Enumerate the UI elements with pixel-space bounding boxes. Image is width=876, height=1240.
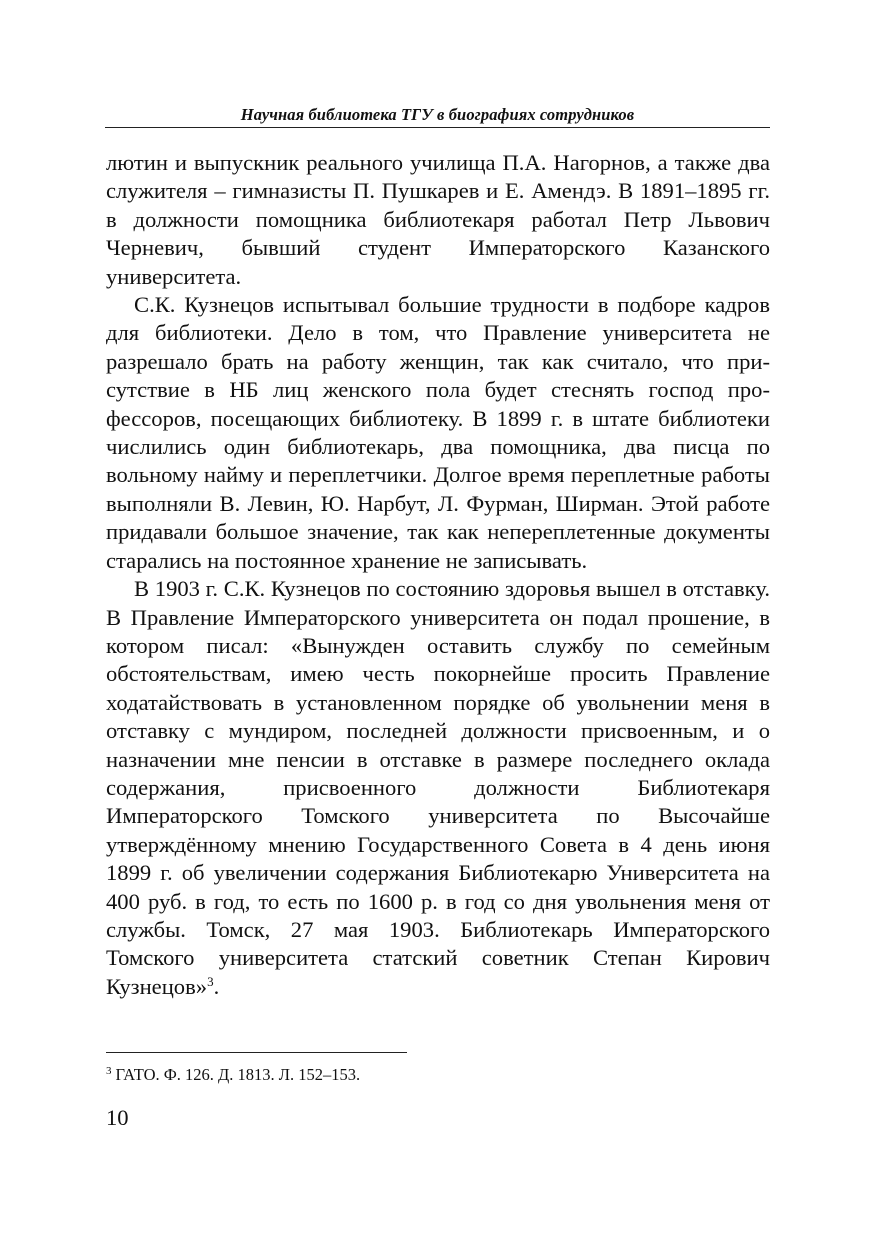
running-head: Научная библиотека ТГУ в биографиях сотрудников xyxy=(240,105,635,124)
closing-punctuation: . xyxy=(213,973,220,999)
page-number: 10 xyxy=(106,1105,129,1130)
footnote-rule xyxy=(106,1052,407,1053)
paragraph-continued: лютин и выпускник реального училища П.А. Нагорнов, а также два служителя – гимназисты П. Пушкарев и Е. Амендэ. В 1891–1895 гг. в должности помощника библиотекаря работал Петр Львович Черневич, бывший студент Императорского Казанского университета. xyxy=(106,150,770,289)
footnote-text: ГАТО. Ф. 126. Д. 1813. Л. 152–153. xyxy=(115,1065,361,1084)
footnote xyxy=(106,1064,770,1086)
resignation-text: В 1903 г. С.К. Кузнецов по состоянию здоровья вышел в отставку. В Правление Императорского университета он подал прошение, в котором писал: «Вынужден оставить службу по семейным обстоятельствам, имею честь покорнейше просить Правление ходатайствовать в установленном порядке об увольнении меня в отставку с мундиром, последней должности присвоенным, и о назначении мне пенсии в отставке в размере последнего оклада содержания, присвоенного должности Библиотекаря Императорского Томского университета по Высочайше утверждённому мнению Государственного Совета в 4 день июня 1899 г. об увеличении содержания Библиотекарю Университета на 400 руб. в год, то есть по 1600 р. в год со дня увольнения меня от службы. Томск, 27 мая 1903. Библиотекарь Императорского Томского университета статский советник Степан Кирович Кузнецов» xyxy=(106,576,770,999)
body-text xyxy=(106,149,770,1001)
header-rule xyxy=(105,127,770,128)
paragraph-staff-difficulties: С.К. Кузнецов испытывал большие трудности в подборе кадров для библиотеки. Дело в том, что Правление университета не разрешало брать на работу женщин, так как считало, что присутствие в НБ лиц женского пола будет стеснять господ профессоров, посещающих библиотеку. В 1899 г. в штате библиотеки числились один библиотекарь, два помощника, два писца по вольному найму и переплетчики. Долгое время переплетные работы выполняли В. Левин, Ю. Нарбут, Л. Фурман, Ширман. Этой работе придавали большое значение, так как непереплетенные документы старались на постоянное хранение не записывать. xyxy=(106,292,770,573)
paragraph-resignation xyxy=(106,575,770,1001)
footnote-reference[interactable]: 3 xyxy=(207,973,214,989)
footnote-number: 3 xyxy=(106,1065,112,1077)
